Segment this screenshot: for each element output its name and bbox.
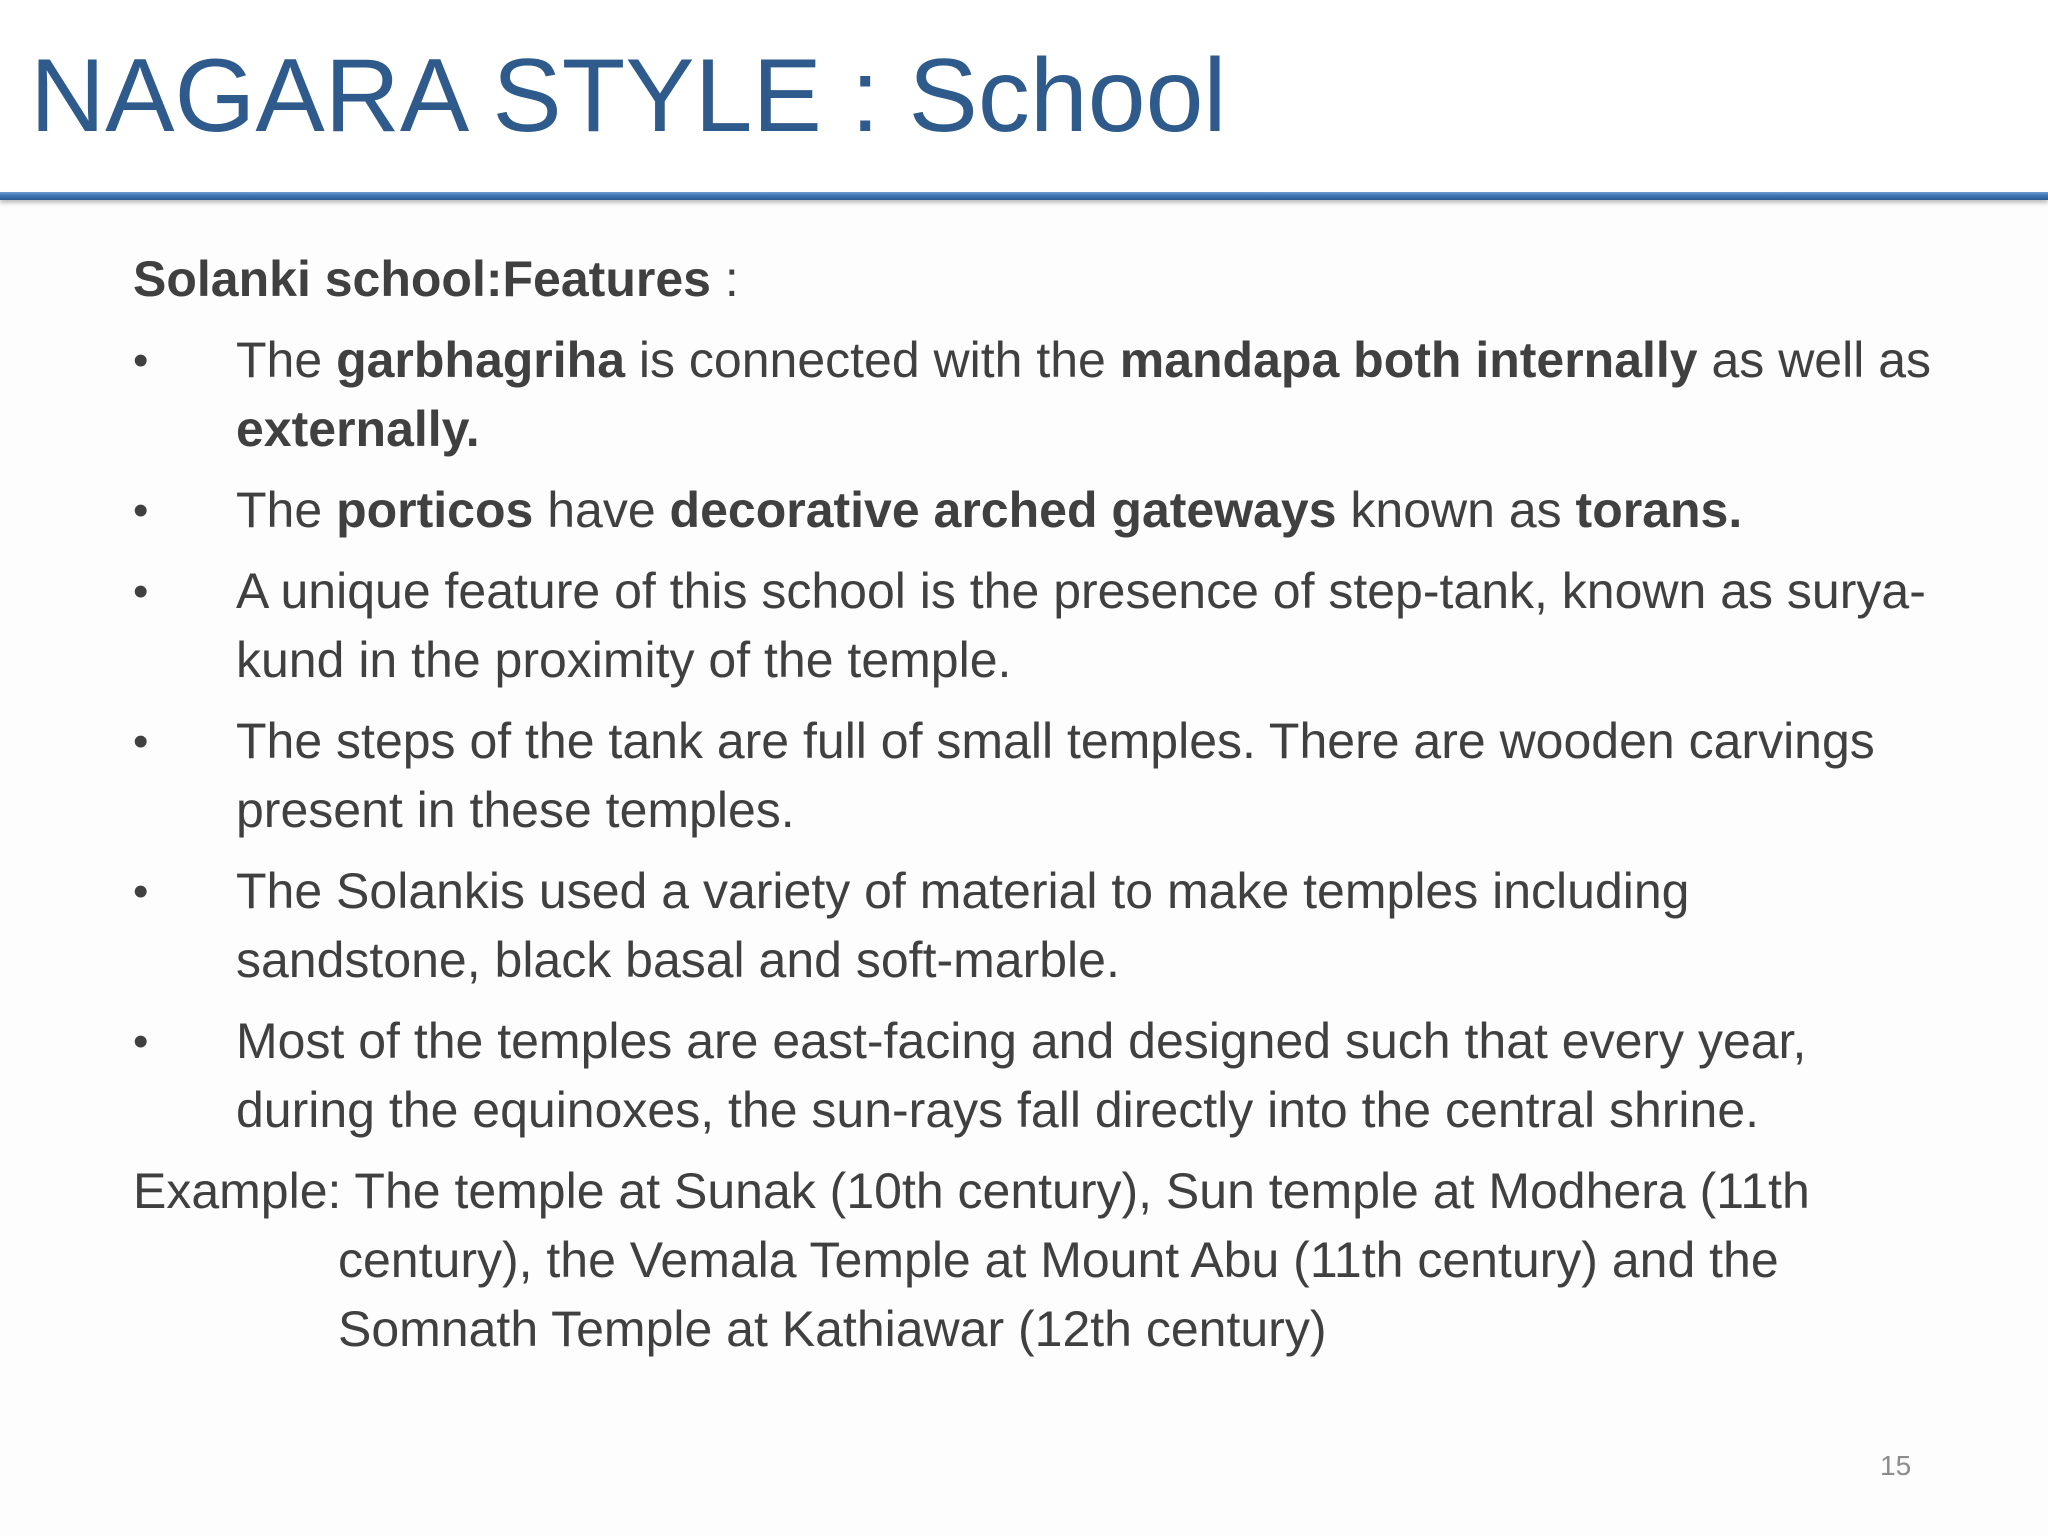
title-area — [0, 0, 2048, 192]
bullet-text-segment: The — [236, 332, 337, 388]
bullet-marker: • — [133, 336, 149, 385]
feature-list-item — [133, 476, 1933, 545]
example-paragraph: Example: The temple at Sunak (10th century), Sun temple at Modhera (11th century), the Vemala Temple at Mount Abu (11th century) and the Somnath Temple at Kathiawar (12th century) — [133, 1163, 1810, 1357]
slide-body — [133, 245, 1933, 1364]
feature-list-item — [133, 857, 1933, 995]
section-heading-colon: : — [710, 251, 739, 307]
section-heading-bold: Solanki school:Features — [133, 251, 711, 307]
feature-list-item — [133, 1007, 1933, 1145]
bullet-text — [236, 332, 1931, 457]
bullet-text — [236, 1013, 1806, 1138]
bullet-marker: • — [133, 717, 149, 766]
feature-list-item — [133, 707, 1933, 845]
page-number: 15 — [1880, 1450, 1912, 1481]
bullet-text-bold: porticos — [336, 482, 534, 538]
bullet-text — [236, 713, 1875, 838]
bullet-text — [236, 563, 1926, 688]
bullet-text — [236, 863, 1690, 988]
bullet-text-bold: torans. — [1575, 482, 1743, 538]
bullet-text-segment: The steps of the tank are full of small temples. There are wooden carvings present in these temples. — [236, 713, 1875, 838]
bullet-marker: • — [133, 1017, 149, 1066]
bullet-marker: • — [133, 567, 149, 616]
bullet-text-segment: A unique feature of this school is the presence of step-tank, known as surya-kund in the proximity of the temple. — [236, 563, 1926, 688]
title-divider — [0, 192, 2048, 200]
bullet-text — [236, 482, 1742, 538]
bullet-text-segment: known as — [1336, 482, 1576, 538]
section-heading — [133, 245, 1933, 314]
feature-list — [133, 326, 1933, 1145]
feature-list-item — [133, 557, 1933, 695]
bullet-text-bold: decorative arched gateways — [669, 482, 1337, 538]
bullet-text-segment: is connected with the — [625, 332, 1120, 388]
bullet-text-segment: The Solankis used a variety of material to make temples including sandstone, black basal and soft-marble. — [236, 863, 1690, 988]
bullet-text-segment: Most of the temples are east-facing and designed such that every year, during the equinoxes, the sun-rays fall directly into the central shrine. — [236, 1013, 1807, 1138]
bullet-marker: • — [133, 486, 149, 535]
bullet-text-segment: The — [236, 482, 337, 538]
bullet-text-segment: as well as — [1697, 332, 1932, 388]
bullet-text-bold: mandapa both internally — [1119, 332, 1698, 388]
bullet-text-segment: have — [533, 482, 670, 538]
feature-list-item — [133, 326, 1933, 464]
bullet-text-bold: externally. — [236, 401, 480, 457]
slide-title: NAGARA STYLE : School — [30, 38, 1227, 154]
bullet-marker: • — [133, 867, 149, 916]
bullet-text-bold: garbhagriha — [336, 332, 626, 388]
